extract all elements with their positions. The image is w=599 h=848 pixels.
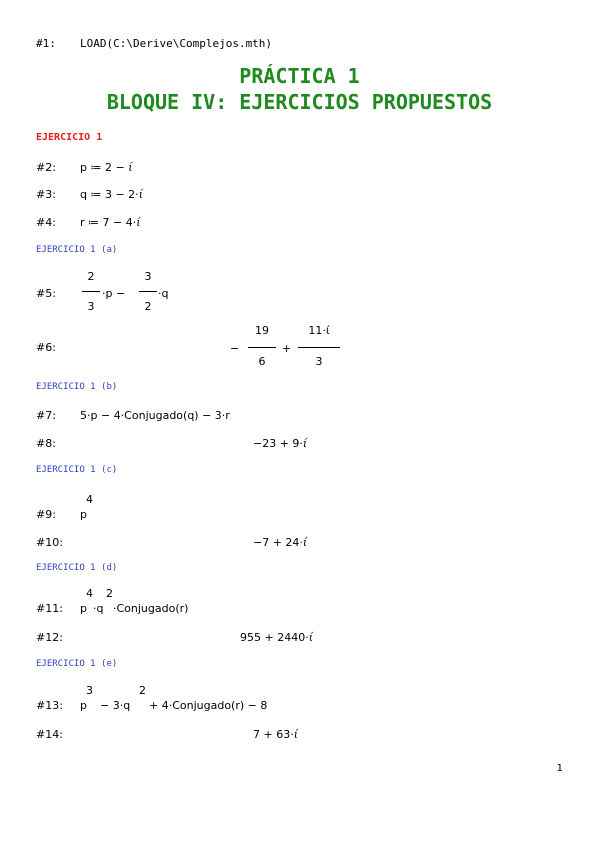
- section-heading-ej1: EJERCICIO 1: [36, 132, 103, 143]
- fraction-bar: [298, 347, 340, 348]
- expr-fragment: − 3·q: [100, 699, 131, 712]
- expr-base: ·q: [93, 602, 104, 615]
- line-7-label: #7:: [36, 409, 56, 422]
- line-2-label: #2:: [36, 161, 56, 174]
- expr-q-def: q ≔ 3 − 2·ί: [80, 188, 144, 201]
- fraction-bar: [248, 347, 276, 348]
- line-14-label: #14:: [36, 728, 63, 741]
- expr-fragment: ·Conjugado(r): [113, 602, 189, 615]
- fraction-numerator: 19: [255, 324, 269, 337]
- line-10-label: #10:: [36, 536, 63, 549]
- exponent: 2: [106, 587, 113, 600]
- section-heading-ej1d: EJERCICIO 1 (d): [36, 563, 118, 573]
- line-5-label: #5:: [36, 287, 56, 300]
- line-12-label: #12:: [36, 631, 63, 644]
- section-heading-ej1b: EJERCICIO 1 (b): [36, 382, 118, 392]
- page-number: 1: [556, 763, 563, 774]
- page-title: PRÁCTICA 1: [239, 64, 360, 88]
- line-4-label: #4:: [36, 216, 56, 229]
- exponent: 4: [86, 493, 93, 506]
- result-b: −23 + 9·ί: [253, 437, 308, 450]
- fraction-numerator: 3: [144, 270, 152, 283]
- plus-sign: +: [282, 342, 292, 355]
- fraction-denominator: 3: [87, 300, 95, 313]
- fraction-denominator: 2: [144, 300, 152, 313]
- result-e: 7 + 63·ί: [253, 728, 299, 741]
- expr-fragment: ·p −: [102, 287, 126, 300]
- load-command: LOAD(C:\Derive\Complejos.mth): [80, 37, 273, 50]
- fraction-numerator: 2: [87, 270, 95, 283]
- section-heading-ej1e: EJERCICIO 1 (e): [36, 659, 118, 669]
- fraction-bar: [82, 291, 100, 292]
- page-subtitle: BLOQUE IV: EJERCICIOS PROPUESTOS: [106, 90, 493, 114]
- line-8-label: #8:: [36, 437, 56, 450]
- expr-base: p: [80, 602, 87, 615]
- fraction-numerator: 11·ί: [308, 324, 330, 337]
- section-heading-ej1c: EJERCICIO 1 (c): [36, 465, 118, 475]
- line-6-label: #6:: [36, 341, 56, 354]
- exponent: 4: [86, 587, 93, 600]
- fraction-bar: [139, 291, 157, 292]
- expr-fragment: + 4·Conjugado(r) − 8: [149, 699, 268, 712]
- line-11-label: #11:: [36, 602, 63, 615]
- expr-r-def: r ≔ 7 − 4·ί: [80, 216, 141, 229]
- line-3-label: #3:: [36, 188, 56, 201]
- expr-base: p: [80, 699, 87, 712]
- exponent: 2: [139, 684, 146, 697]
- line-9-label: #9:: [36, 508, 56, 521]
- expr-b: 5·p − 4·Conjugado(q) − 3·r: [80, 409, 230, 422]
- line-1-label: #1:: [36, 37, 56, 50]
- result-d: 955 + 2440·ί: [240, 631, 314, 644]
- expr-fragment: ·q: [158, 287, 169, 300]
- line-13-label: #13:: [36, 699, 63, 712]
- section-heading-ej1a: EJERCICIO 1 (a): [36, 245, 118, 255]
- fraction-denominator: 3: [315, 355, 323, 368]
- expr-base: p: [80, 508, 87, 521]
- exponent: 3: [86, 684, 93, 697]
- minus-sign: −: [230, 342, 240, 355]
- result-c: −7 + 24·ί: [253, 536, 308, 549]
- expr-p-def: p ≔ 2 − ί: [80, 161, 133, 174]
- fraction-denominator: 6: [258, 355, 266, 368]
